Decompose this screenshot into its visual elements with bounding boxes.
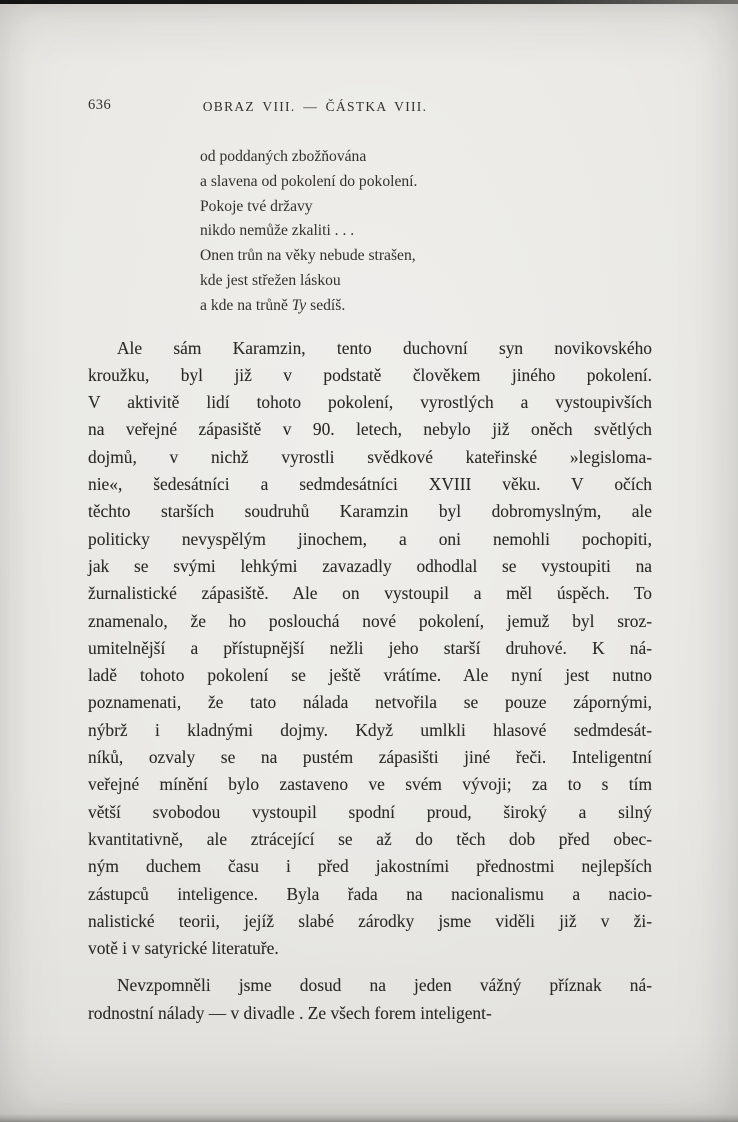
text-line: ladě tohoto pokolení se ještě vrátíme. Ale nyní jest nutno <box>88 665 652 686</box>
verse-line <box>200 244 652 269</box>
verse-text: Onen trůn na věky nebude strašen, <box>200 247 416 265</box>
text-line: veřejné mínění bylo zastaveno ve svém vývoji; za to s tím <box>88 774 652 795</box>
text-line: dojmů, v nichž vyrostli svědkové kateřinské »legisloma- <box>88 446 652 467</box>
text-line: těchto starších soudruhů Karamzin byl dobromyslným, ale <box>88 501 652 522</box>
text-line: nie«, šedesátníci a sedmdesátníci XVIII věku. V očích <box>88 474 652 495</box>
running-header-title: OBRAZ VIII. — ČÁSTKA VIII. <box>202 99 428 114</box>
verse-line <box>200 269 652 294</box>
verse-text: a kde na trůně <box>200 296 292 314</box>
verse-text: od poddaných zbožňována <box>200 148 367 165</box>
text-line: ným duchem času i před jakostními přednostmi nejlepších <box>88 856 652 877</box>
text-line: nýbrž i kladnými dojmy. Když umlkli hlasové sedmdesát- <box>88 719 652 740</box>
verse-line <box>200 195 652 220</box>
text-line: politicky nevyspělým jinochem, a oni nemohli pochopiti, <box>88 528 652 549</box>
page-number: 636 <box>88 97 112 113</box>
verse-text: nikdo nemůže zkaliti . . . <box>200 222 355 240</box>
text-line: poznamenati, že tato nálada netvořila se pouze zápornými, <box>88 692 652 713</box>
text-line: votě i v satyrické literatuře. <box>88 938 279 959</box>
text-line: větší svobodou vystoupil spodní proud, široký a silný <box>88 801 652 822</box>
text-line: zástupců inteligence. Byla řada na nacionalismu a nacio- <box>88 883 652 904</box>
verse-block <box>200 145 652 319</box>
text-line: rodnostní nálady — v divadle . Ze všech forem inteligent- <box>88 1002 492 1023</box>
text-line: znamenalo, že ho poslouchá nové pokolení, jemuž byl sroz- <box>88 610 652 631</box>
verse-line <box>200 294 652 319</box>
text-line: žurnalistické zápasiště. Ale on vystoupil a měl úspěch. To <box>88 583 652 604</box>
text-line: kroužku, byl již v podstatě člověkem jiného pokolení. <box>88 364 652 385</box>
text-line: jak se svými lehkými zavazadly odhodlal se vystoupiti na <box>88 555 652 576</box>
verse-text: sedíš. <box>306 296 346 314</box>
scan-edge-bottom <box>0 1114 738 1122</box>
paragraph <box>88 972 652 1027</box>
text-line: umitelnější a přístupnější nežli jeho starší druhové. K ná- <box>88 637 652 658</box>
text-line: na veřejné zápasiště v 90. letech, nebylo již oněch světlých <box>88 419 652 440</box>
text-line: nalistické teorii, jejíž slabé zárodky jsme viděli již v ži- <box>88 910 652 931</box>
verse-text: a slavena od pokolení do pokolení. <box>200 172 418 190</box>
verse-italic-word: Ty <box>291 296 307 314</box>
verse-line <box>200 170 652 195</box>
body-text <box>88 335 652 1027</box>
running-head <box>88 0 652 119</box>
text-line: Nevzpomněli jsme dosud na jeden vážný příznak ná- <box>117 975 652 996</box>
text-line: Ale sám Karamzin, tento duchovní syn novikovského <box>117 337 652 358</box>
text-line: kvantitativně, ale ztrácející se až do těch dob před obec- <box>88 828 652 849</box>
verse-text: kde jest střežen láskou <box>200 271 341 289</box>
verse-line <box>200 219 652 244</box>
verse-text: Pokoje tvé državy <box>200 197 313 215</box>
paragraph <box>88 335 652 963</box>
verse-line <box>200 145 652 170</box>
text-line: V aktivitě lidí tohoto pokolení, vyrostlých a vystoupivších <box>88 392 652 413</box>
text-line: níků, ozvaly se na pustém zápasišti jiné řeči. Inteligentní <box>88 747 652 768</box>
